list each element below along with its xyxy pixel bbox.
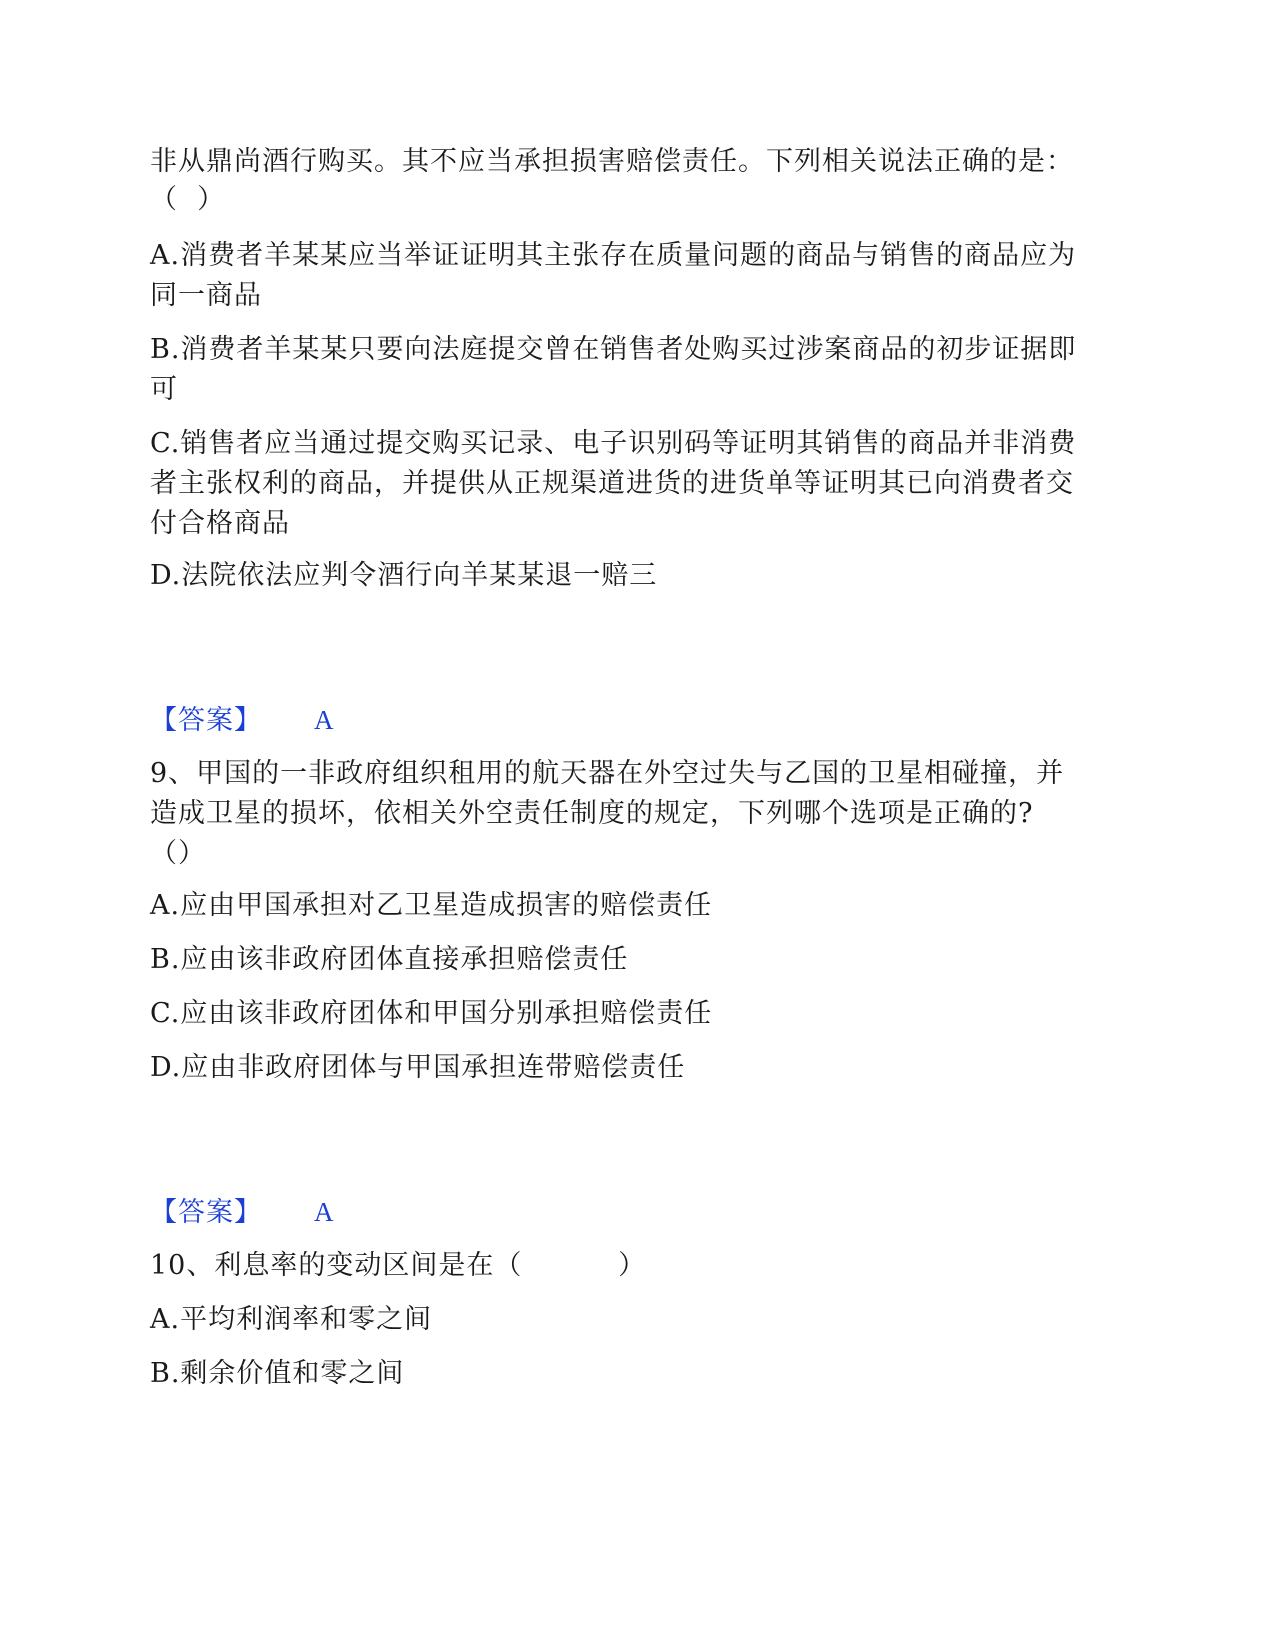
q8-option-c: C.销售者应当通过提交购买记录、电子识别码等证明其销售的商品并非消费者主张权利的商品，并提供从正规渠道进货的进货单等证明其已向消费者交付合格商品 bbox=[150, 428, 1077, 539]
q8-stem-line2: （ ） bbox=[150, 184, 226, 215]
q10-option-b: B.剩余价值和零之间 bbox=[150, 1358, 405, 1389]
q9-answer bbox=[150, 1192, 335, 1233]
answer-value: A bbox=[314, 1197, 335, 1227]
q8-option-a: A.消费者羊某某应当举证证明其主张存在质量问题的商品与销售的商品应为同一商品 bbox=[150, 240, 1077, 311]
answer-label: 【答案】 bbox=[150, 1197, 262, 1228]
q8-stem-line1: 非从鼎尚酒行购买。其不应当承担损害赔偿责任。下列相关说法正确的是： bbox=[150, 146, 1074, 177]
answer-label: 【答案】 bbox=[150, 705, 262, 736]
q8-option-b: B.消费者羊某某只要向法庭提交曾在销售者处购买过涉案商品的初步证据即可 bbox=[150, 334, 1077, 405]
q9-option-b: B.应由该非政府团体直接承担赔偿责任 bbox=[150, 944, 629, 975]
q9-option-c: C.应由该非政府团体和甲国分别承担赔偿责任 bbox=[150, 998, 713, 1029]
q8-option-d: D.法院依法应判令酒行向羊某某退一赔三 bbox=[150, 560, 658, 591]
q9-stem: 9、甲国的一非政府组织租用的航天器在外空过失与乙国的卫星相碰撞，并造成卫星的损坏，依相关外空责任制度的规定，下列哪个选项是正确的?（） bbox=[150, 758, 1065, 869]
q8-answer bbox=[150, 700, 335, 741]
q10-stem: 10、利息率的变动区间是在（ ） bbox=[150, 1250, 647, 1281]
answer-value: A bbox=[314, 705, 335, 735]
q9-option-d: D.应由非政府团体与甲国承担连带赔偿责任 bbox=[150, 1052, 686, 1083]
q9-option-a: A.应由甲国承担对乙卫星造成损害的赔偿责任 bbox=[150, 890, 713, 921]
q10-option-a: A.平均利润率和零之间 bbox=[150, 1304, 433, 1335]
